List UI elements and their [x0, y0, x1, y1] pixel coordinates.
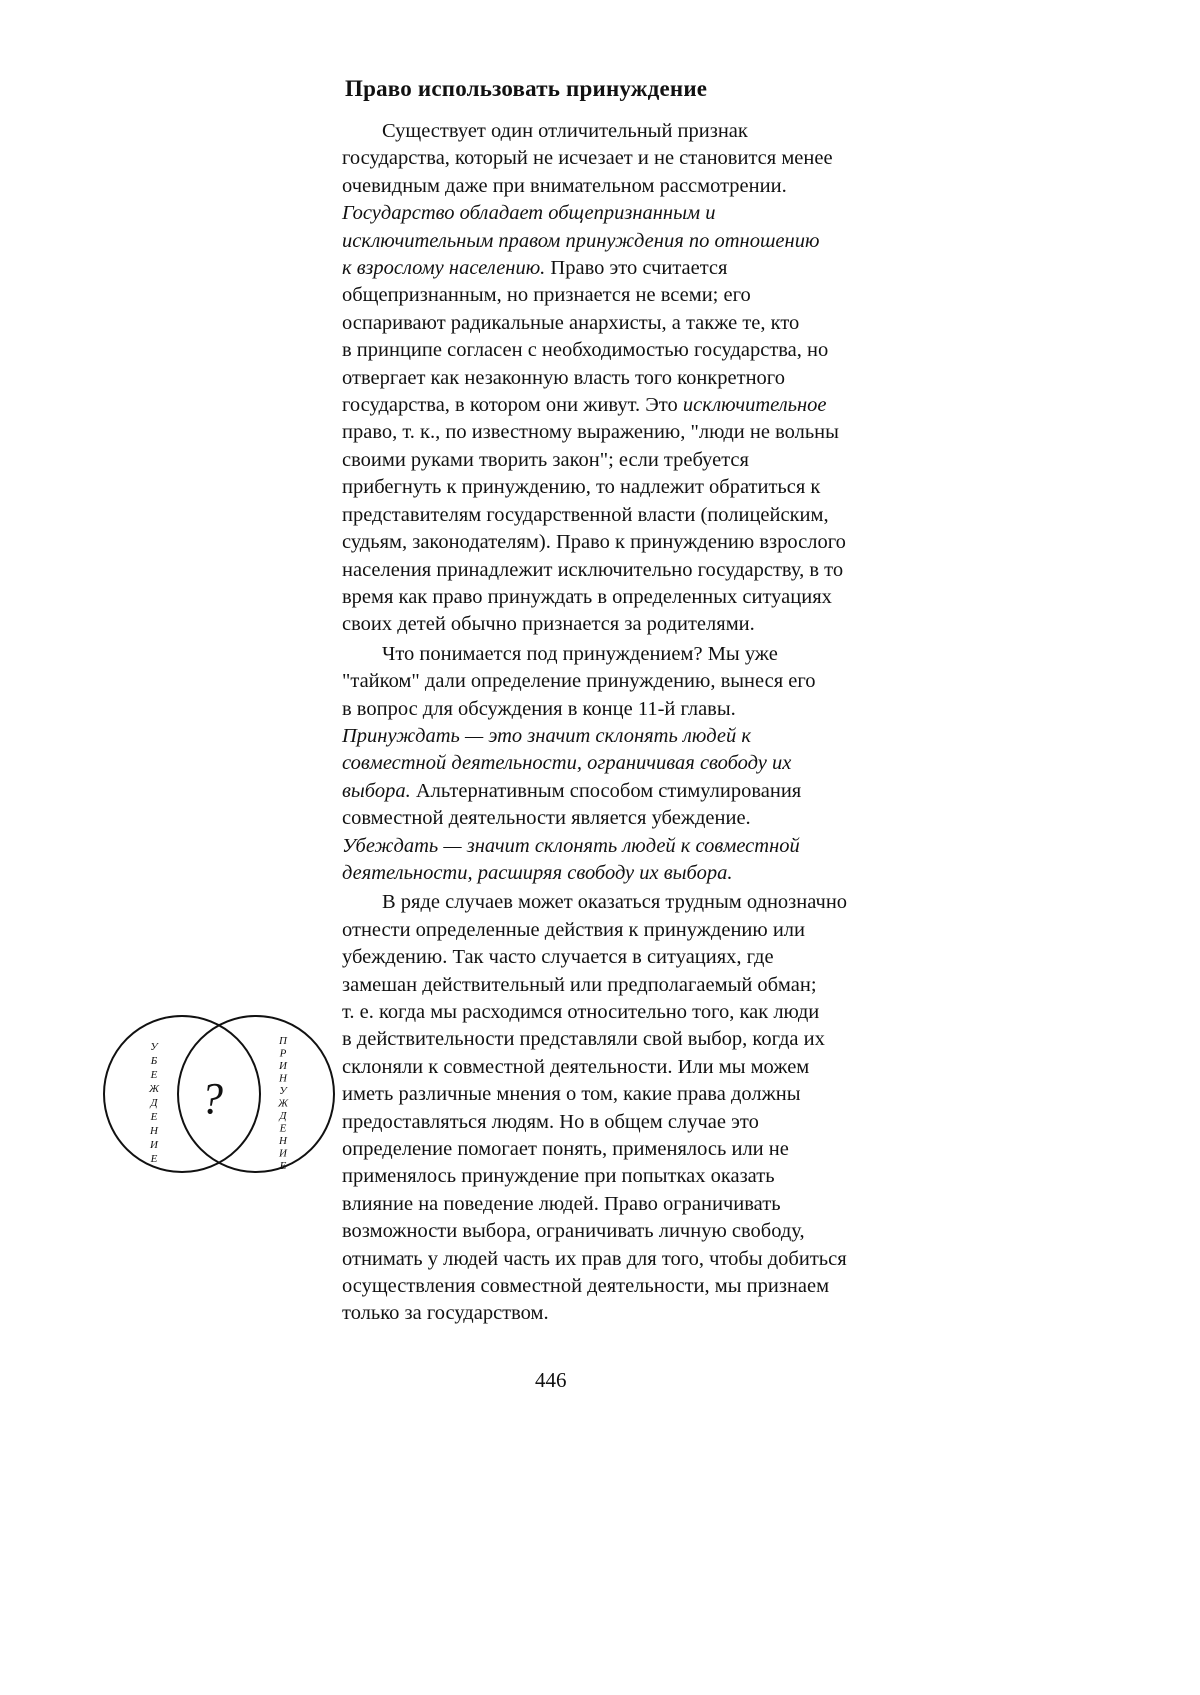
text-line	[342, 750, 1002, 777]
venn-label-letter: Н	[279, 1135, 287, 1147]
text-run: в вопрос для обсуждения в конце 11-й главы.	[342, 697, 736, 720]
text-line	[342, 668, 1002, 695]
text-line	[342, 392, 1002, 419]
venn-label-letter: Д	[279, 1110, 287, 1122]
venn-label-letter: Р	[279, 1047, 287, 1060]
text-line	[342, 255, 1002, 282]
text-line	[342, 365, 1002, 392]
text-line	[342, 145, 1002, 172]
text-run: Право это считается	[545, 257, 728, 280]
italic-text: исключительным правом принуждения по отношению	[342, 229, 820, 252]
text-line	[342, 611, 1002, 638]
italic-text: к взрослому населению.	[342, 257, 546, 280]
text-run: очевидным даже при внимательном рассмотрении.	[342, 174, 787, 197]
text-line	[342, 917, 1002, 944]
text-run: осуществления совместной деятельности, мы признаем	[342, 1275, 830, 1298]
text-run: своими руками творить закон"; если требуется	[342, 448, 749, 471]
italic-text: исключительное	[682, 394, 827, 417]
text-line	[342, 860, 1002, 887]
text-line	[342, 1163, 1002, 1190]
text-run: время как право принуждать в определенных ситуациях	[342, 585, 832, 608]
text-run: замешан действительный или предполагаемый обман;	[342, 973, 817, 996]
text-line	[342, 1191, 1002, 1218]
text-line	[342, 419, 1002, 446]
venn-label-letter: Н	[150, 1125, 158, 1137]
text-line	[342, 778, 1002, 805]
text-line	[342, 696, 1002, 723]
text-run: Существует один отличительный признак	[382, 120, 748, 142]
text-line	[342, 557, 1002, 584]
text-line	[342, 447, 1002, 474]
text-line	[342, 889, 1002, 916]
text-run: Альтернативным способом стимулирования	[410, 779, 802, 802]
text-run: "тайком" дали определение принуждению, вынеся его	[342, 670, 816, 693]
text-line	[342, 282, 1002, 309]
text-run: Что понимается под принуждением? Мы уже	[382, 642, 778, 665]
venn-label-letter: Е	[150, 1111, 158, 1123]
venn-left-circle	[104, 1016, 260, 1172]
text-line	[342, 723, 1002, 750]
text-line	[342, 228, 1002, 255]
text-run: В ряде случаев может оказаться трудным однозначно	[382, 891, 848, 914]
text-line	[342, 310, 1002, 337]
venn-label-letter: И	[150, 1139, 158, 1151]
venn-label-letter: Д	[150, 1097, 158, 1109]
text-run: т. е. когда мы расходимся относительно того, как люди	[342, 1001, 820, 1023]
text-line	[342, 474, 1002, 501]
text-run: прибегнуть к принуждению, то надлежит обратиться к	[342, 476, 821, 499]
page-number: 446	[535, 1368, 567, 1392]
venn-label-letter: Б	[150, 1055, 158, 1067]
text-run: государства, который не исчезает и не становится менее	[342, 147, 833, 170]
text-run: отвергает как незаконную власть того конкретного	[342, 366, 785, 389]
text-line	[342, 1246, 1002, 1273]
text-line	[342, 999, 1002, 1026]
text-line	[342, 1136, 1002, 1163]
venn-label-letter: И	[279, 1147, 287, 1160]
text-run: предоставляться людям. Но в общем случае это	[342, 1110, 759, 1133]
text-run: представителям государственной власти (полицейским,	[342, 503, 829, 526]
text-line	[342, 118, 1002, 145]
italic-text: Принуждать — это значит склонять людей к	[342, 724, 751, 747]
text-run: отнимать у людей часть их прав для того, чтобы добиться	[342, 1247, 847, 1270]
text-line	[342, 1054, 1002, 1081]
text-line	[342, 1026, 1002, 1053]
venn-label-letter: Е	[279, 1122, 287, 1135]
body-text	[342, 118, 1002, 1328]
italic-text: деятельности, расширяя свободу их выбора.	[342, 861, 733, 884]
text-run: убеждению. Так часто случается в ситуациях, где	[342, 946, 774, 969]
text-line	[342, 1109, 1002, 1136]
venn-question-mark: ?	[201, 1074, 223, 1123]
venn-label-letter: Н	[279, 1072, 287, 1085]
text-run: применялось принуждение при попытках оказать	[342, 1165, 775, 1188]
text-line	[342, 1218, 1002, 1245]
text-line	[342, 944, 1002, 971]
text-line	[342, 173, 1002, 200]
text-run: в принципе согласен с необходимостью государства, но	[342, 339, 829, 362]
text-line	[342, 972, 1002, 999]
text-line	[342, 200, 1002, 227]
text-line	[342, 833, 1002, 860]
text-run: только за государством.	[342, 1302, 549, 1325]
italic-text: Государство обладает общепризнанным и	[342, 202, 716, 225]
italic-text: Убеждать — значит склонять людей к совместной	[342, 834, 800, 857]
text-line	[342, 337, 1002, 364]
text-run: определение помогает понять, применялось или не	[342, 1138, 789, 1161]
text-run: отнести определенные действия к принуждению или	[342, 918, 806, 941]
italic-text: выбора.	[342, 779, 411, 802]
text-run: общепризнанным, но признается не всеми; его	[342, 284, 751, 307]
venn-right-label	[277, 1035, 289, 1172]
text-line	[342, 1081, 1002, 1108]
text-run: оспаривают радикальные анархисты, а также те, кто	[342, 311, 800, 334]
text-line	[342, 1273, 1002, 1300]
section-heading: Право использовать принуждение	[345, 76, 708, 101]
text-run: влияние на поведение людей. Право ограничивать	[342, 1192, 781, 1215]
venn-diagram	[100, 1010, 340, 1180]
venn-label-letter: Е	[150, 1153, 158, 1165]
text-run: населения принадлежит исключительно государству, в то	[342, 558, 844, 581]
venn-label-letter: Е	[150, 1069, 158, 1081]
text-run: иметь различные мнения о том, какие права должны	[342, 1083, 801, 1106]
paragraph	[342, 641, 1002, 888]
paragraph	[342, 889, 1002, 1328]
venn-left-label	[148, 1041, 160, 1165]
text-line	[342, 1300, 1002, 1327]
venn-label-letter: У	[150, 1041, 158, 1053]
venn-label-letter: И	[279, 1060, 287, 1072]
venn-label-letter: Ж	[148, 1083, 160, 1095]
text-run: возможности выбора, ограничивать личную свободу,	[342, 1220, 805, 1243]
text-line	[342, 805, 1002, 832]
text-line	[342, 584, 1002, 611]
text-run: государства, в котором они живут. Это	[342, 394, 683, 417]
text-run: склоняли к совместной деятельности. Или мы можем	[342, 1055, 810, 1078]
venn-label-letter: П	[279, 1035, 287, 1047]
text-run: право, т. к., по известному выражению, "люди не вольны	[342, 421, 839, 444]
text-run: в действительности представляли свой выбор, когда их	[342, 1028, 825, 1051]
venn-label-letter: Е	[279, 1160, 287, 1172]
text-line	[342, 529, 1002, 556]
text-run: своих детей обычно признается за родителями.	[342, 613, 755, 636]
italic-text: совместной деятельности, ограничивая свободу их	[342, 752, 792, 775]
text-run: судьям, законодателям). Право к принуждению взрослого	[342, 531, 846, 554]
paragraph	[342, 118, 1002, 639]
text-run: совместной деятельности является убеждение.	[342, 807, 751, 830]
text-line	[342, 502, 1002, 529]
text-line	[342, 641, 1002, 668]
venn-label-letter: Ж	[277, 1097, 289, 1110]
venn-label-letter: У	[279, 1085, 287, 1097]
